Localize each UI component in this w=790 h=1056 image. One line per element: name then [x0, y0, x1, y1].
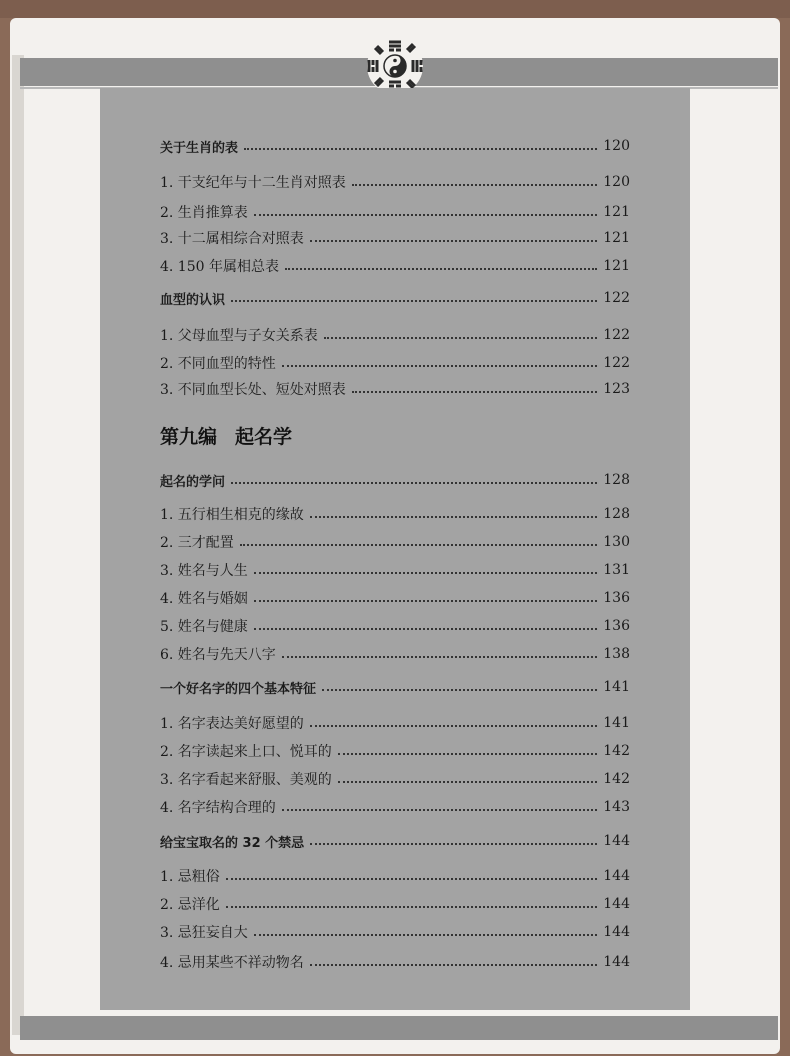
toc-item-entry — [160, 794, 630, 820]
toc-page-number: 130 — [603, 534, 630, 550]
chapter-title: 起名学 — [235, 426, 293, 448]
toc-item-entry — [160, 253, 630, 279]
chapter-number: 第九编 — [160, 426, 218, 448]
dot-leader — [226, 868, 597, 880]
toc-item-entry — [160, 322, 630, 348]
dot-leader — [310, 230, 597, 242]
toc-item-entry — [160, 350, 630, 376]
toc-page-number: 136 — [603, 590, 630, 606]
toc-page-number: 120 — [603, 138, 630, 154]
toc-item-entry — [160, 501, 630, 527]
toc-entry-label: 3. 十二属相综合对照表 — [160, 231, 304, 247]
toc-page-number: 128 — [603, 472, 630, 488]
toc-page-number: 123 — [603, 381, 630, 397]
toc-entry-label: 给宝宝取名的 32 个禁忌 — [160, 835, 305, 851]
dot-leader — [244, 138, 597, 150]
toc-entry-label: 4. 忌用某些不祥动物名 — [160, 955, 304, 971]
toc-page-number: 120 — [603, 174, 630, 190]
toc-entry-label: 3. 不同血型长处、短处对照表 — [160, 382, 346, 398]
toc-item-entry — [160, 376, 630, 402]
book-spine-edge — [12, 55, 24, 1035]
dot-leader — [254, 590, 597, 602]
toc-item-entry — [160, 949, 630, 975]
dot-leader — [338, 771, 597, 783]
dot-leader — [254, 562, 597, 574]
toc-item-entry — [160, 863, 630, 889]
toc-page-number: 144 — [603, 954, 630, 970]
toc-entry-label: 4. 150 年属相总表 — [160, 259, 279, 275]
toc-item-entry — [160, 585, 630, 611]
toc-page-number: 144 — [603, 833, 630, 849]
toc-page-number: 131 — [603, 562, 630, 578]
toc-item-entry — [160, 738, 630, 764]
toc-entry-label: 6. 姓名与先天八字 — [160, 647, 276, 663]
toc-entry-label: 一个好名字的四个基本特征 — [160, 681, 317, 697]
toc-page-number: 143 — [603, 799, 630, 815]
toc-page-number: 122 — [603, 355, 630, 371]
toc-entry-label: 1. 忌粗俗 — [160, 869, 220, 885]
toc-item-entry — [160, 766, 630, 792]
dot-leader — [310, 506, 597, 518]
toc-page-number: 128 — [603, 506, 630, 522]
toc-item-entry — [160, 710, 630, 736]
toc-entry-label: 关于生肖的表 — [160, 140, 239, 156]
toc-item-entry — [160, 199, 630, 225]
toc-entry-label: 2. 忌洋化 — [160, 897, 220, 913]
toc-page-number: 141 — [603, 715, 630, 731]
toc-item-entry — [160, 613, 630, 639]
toc-page-number: 122 — [603, 290, 630, 306]
toc-page-number: 142 — [603, 743, 630, 759]
toc-entry-label: 5. 姓名与健康 — [160, 619, 248, 635]
toc-section-entry — [160, 828, 630, 854]
toc-entry-label: 2. 名字读起来上口、悦耳的 — [160, 744, 332, 760]
toc-entry-label: 1. 干支纪年与十二生肖对照表 — [160, 175, 346, 191]
toc-item-entry — [160, 529, 630, 555]
toc-item-entry — [160, 891, 630, 917]
toc-entry-label: 2. 生肖推算表 — [160, 205, 248, 221]
footer-bar — [20, 1016, 778, 1040]
toc-item-entry — [160, 641, 630, 667]
toc-entry-label: 3. 姓名与人生 — [160, 563, 248, 579]
toc-page-number: 144 — [603, 896, 630, 912]
toc-item-entry — [160, 557, 630, 583]
dot-leader — [231, 290, 597, 302]
dot-leader — [352, 174, 597, 186]
toc-entry-label: 4. 名字结构合理的 — [160, 800, 276, 816]
dot-leader — [285, 258, 597, 270]
toc-entry-label: 1. 名字表达美好愿望的 — [160, 716, 304, 732]
toc-entry-label: 4. 姓名与婚姻 — [160, 591, 248, 607]
dot-leader — [254, 924, 597, 936]
dot-leader — [254, 204, 597, 216]
toc-page-number: 121 — [603, 230, 630, 246]
toc-entry-label: 2. 三才配置 — [160, 535, 234, 551]
toc-entry-label: 3. 名字看起来舒服、美观的 — [160, 772, 332, 788]
toc-section-entry — [160, 674, 630, 700]
toc-entry-label: 2. 不同血型的特性 — [160, 356, 276, 372]
toc-section-entry — [160, 467, 630, 493]
toc-item-entry — [160, 225, 630, 251]
toc-page-number: 144 — [603, 924, 630, 940]
dot-leader — [282, 355, 597, 367]
toc-page-number: 122 — [603, 327, 630, 343]
toc-page-number: 136 — [603, 618, 630, 634]
dot-leader — [324, 327, 597, 339]
table-of-contents — [100, 88, 690, 1010]
toc-entry-label: 3. 忌狂妄自大 — [160, 925, 248, 941]
toc-entry-label: 血型的认识 — [160, 292, 226, 308]
dot-leader — [231, 472, 597, 484]
toc-item-entry — [160, 919, 630, 945]
toc-item-entry — [160, 169, 630, 195]
dot-leader — [282, 646, 597, 658]
dot-leader — [352, 381, 597, 393]
toc-entry-label: 1. 父母血型与子女关系表 — [160, 328, 318, 344]
toc-page-number: 144 — [603, 868, 630, 884]
dot-leader — [254, 618, 597, 630]
photo-background — [0, 0, 790, 18]
dot-leader — [310, 954, 597, 966]
bagua-taiji-icon — [365, 36, 425, 96]
toc-page-number: 121 — [603, 204, 630, 220]
toc-page-number: 142 — [603, 771, 630, 787]
dot-leader — [338, 743, 597, 755]
toc-entry-label: 1. 五行相生相克的缘故 — [160, 507, 304, 523]
dot-leader — [310, 715, 597, 727]
toc-page-number: 121 — [603, 258, 630, 274]
toc-page-number: 141 — [603, 679, 630, 695]
dot-leader — [240, 534, 597, 546]
toc-entry-label: 起名的学问 — [160, 474, 226, 490]
dot-leader — [226, 896, 597, 908]
dot-leader — [282, 799, 597, 811]
toc-section-entry — [160, 285, 630, 311]
chapter-heading — [160, 422, 292, 449]
dot-leader — [310, 833, 597, 845]
dot-leader — [322, 679, 597, 691]
toc-page-number: 138 — [603, 646, 630, 662]
toc-section-entry — [160, 133, 630, 159]
